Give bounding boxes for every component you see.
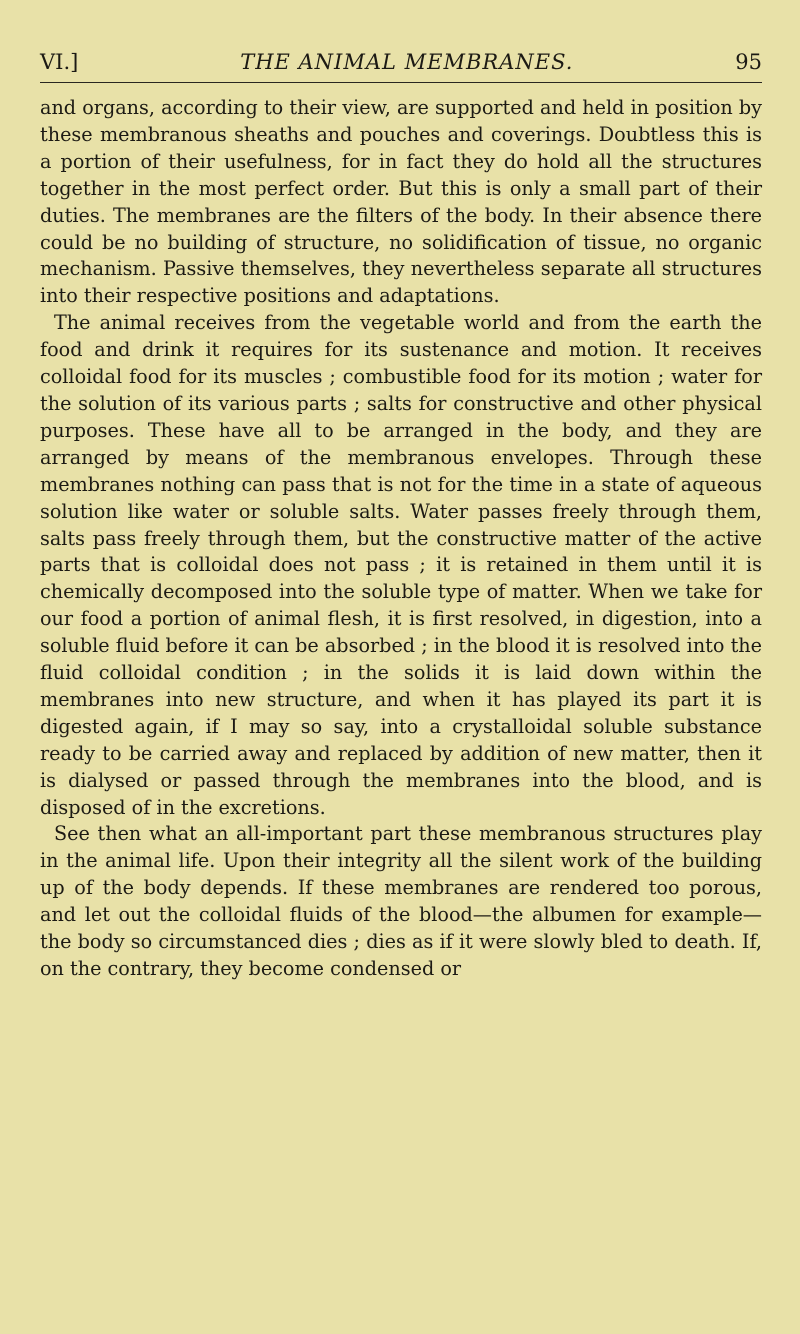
chapter-marker: VI.] [40, 50, 79, 74]
body-text [40, 95, 762, 983]
running-title: THE ANIMAL MEMBRANES. [240, 50, 574, 74]
paragraph: and organs, according to their view, are supported and held in position by these membranous sheaths and pouches and coverings. Doubtless this is a portion of their usefulness, for in fact they do hold all the structures together in the most perfect order. But this is only a small part of their duties. The membranes are the filters of the body. In their absence there could be no building of structure, no solidification of tissue, no organic mechanism. Passive themselves, they nevertheless separate all structures into their respective positions and adaptations. [40, 96, 762, 308]
paragraph: See then what an all-important part these membranous structures play in the animal life. Upon their integrity all the silent work of the building up of the body depends. If these membranes are rendered too porous, and let out the colloidal fluids of the blood—the albumen for example—the body so circumstanced dies ; dies as if it were slowly bled to death. If, on the contrary, they become condensed or [40, 822, 762, 980]
running-header [40, 48, 762, 83]
paragraph: The animal receives from the vegetable world and from the earth the food and drink it requires for its sustenance and motion. It receives colloidal food for its muscles ; combustible food for its motion ; water for the solution of its various parts ; salts for constructive and other physical purposes. These have all to be arranged in the body, and they are arranged by means of the membranous envelopes. Through these membranes nothing can pass that is not for the time in a state of aqueous solution like water or soluble salts. Water passes freely through them, salts pass freely through them, but the constructive matter of the active parts that is colloidal does not pass ; it is retained in them until it is chemically decomposed into the soluble type of matter. When we take for our food a portion of animal flesh, it is first resolved, in digestion, into a soluble fluid before it can be absorbed ; in the blood it is resolved into the fluid colloidal condition ; in the solids it is laid down within the membranes into new structure, and when it has played its part it is digested again, if I may so say, into a crystalloidal soluble substance ready to be carried away and replaced by addition of new matter, then it is dialysed or passed through the membranes into the blood, and is disposed of in the excretions. [40, 311, 762, 819]
page-number: 95 [735, 50, 762, 74]
